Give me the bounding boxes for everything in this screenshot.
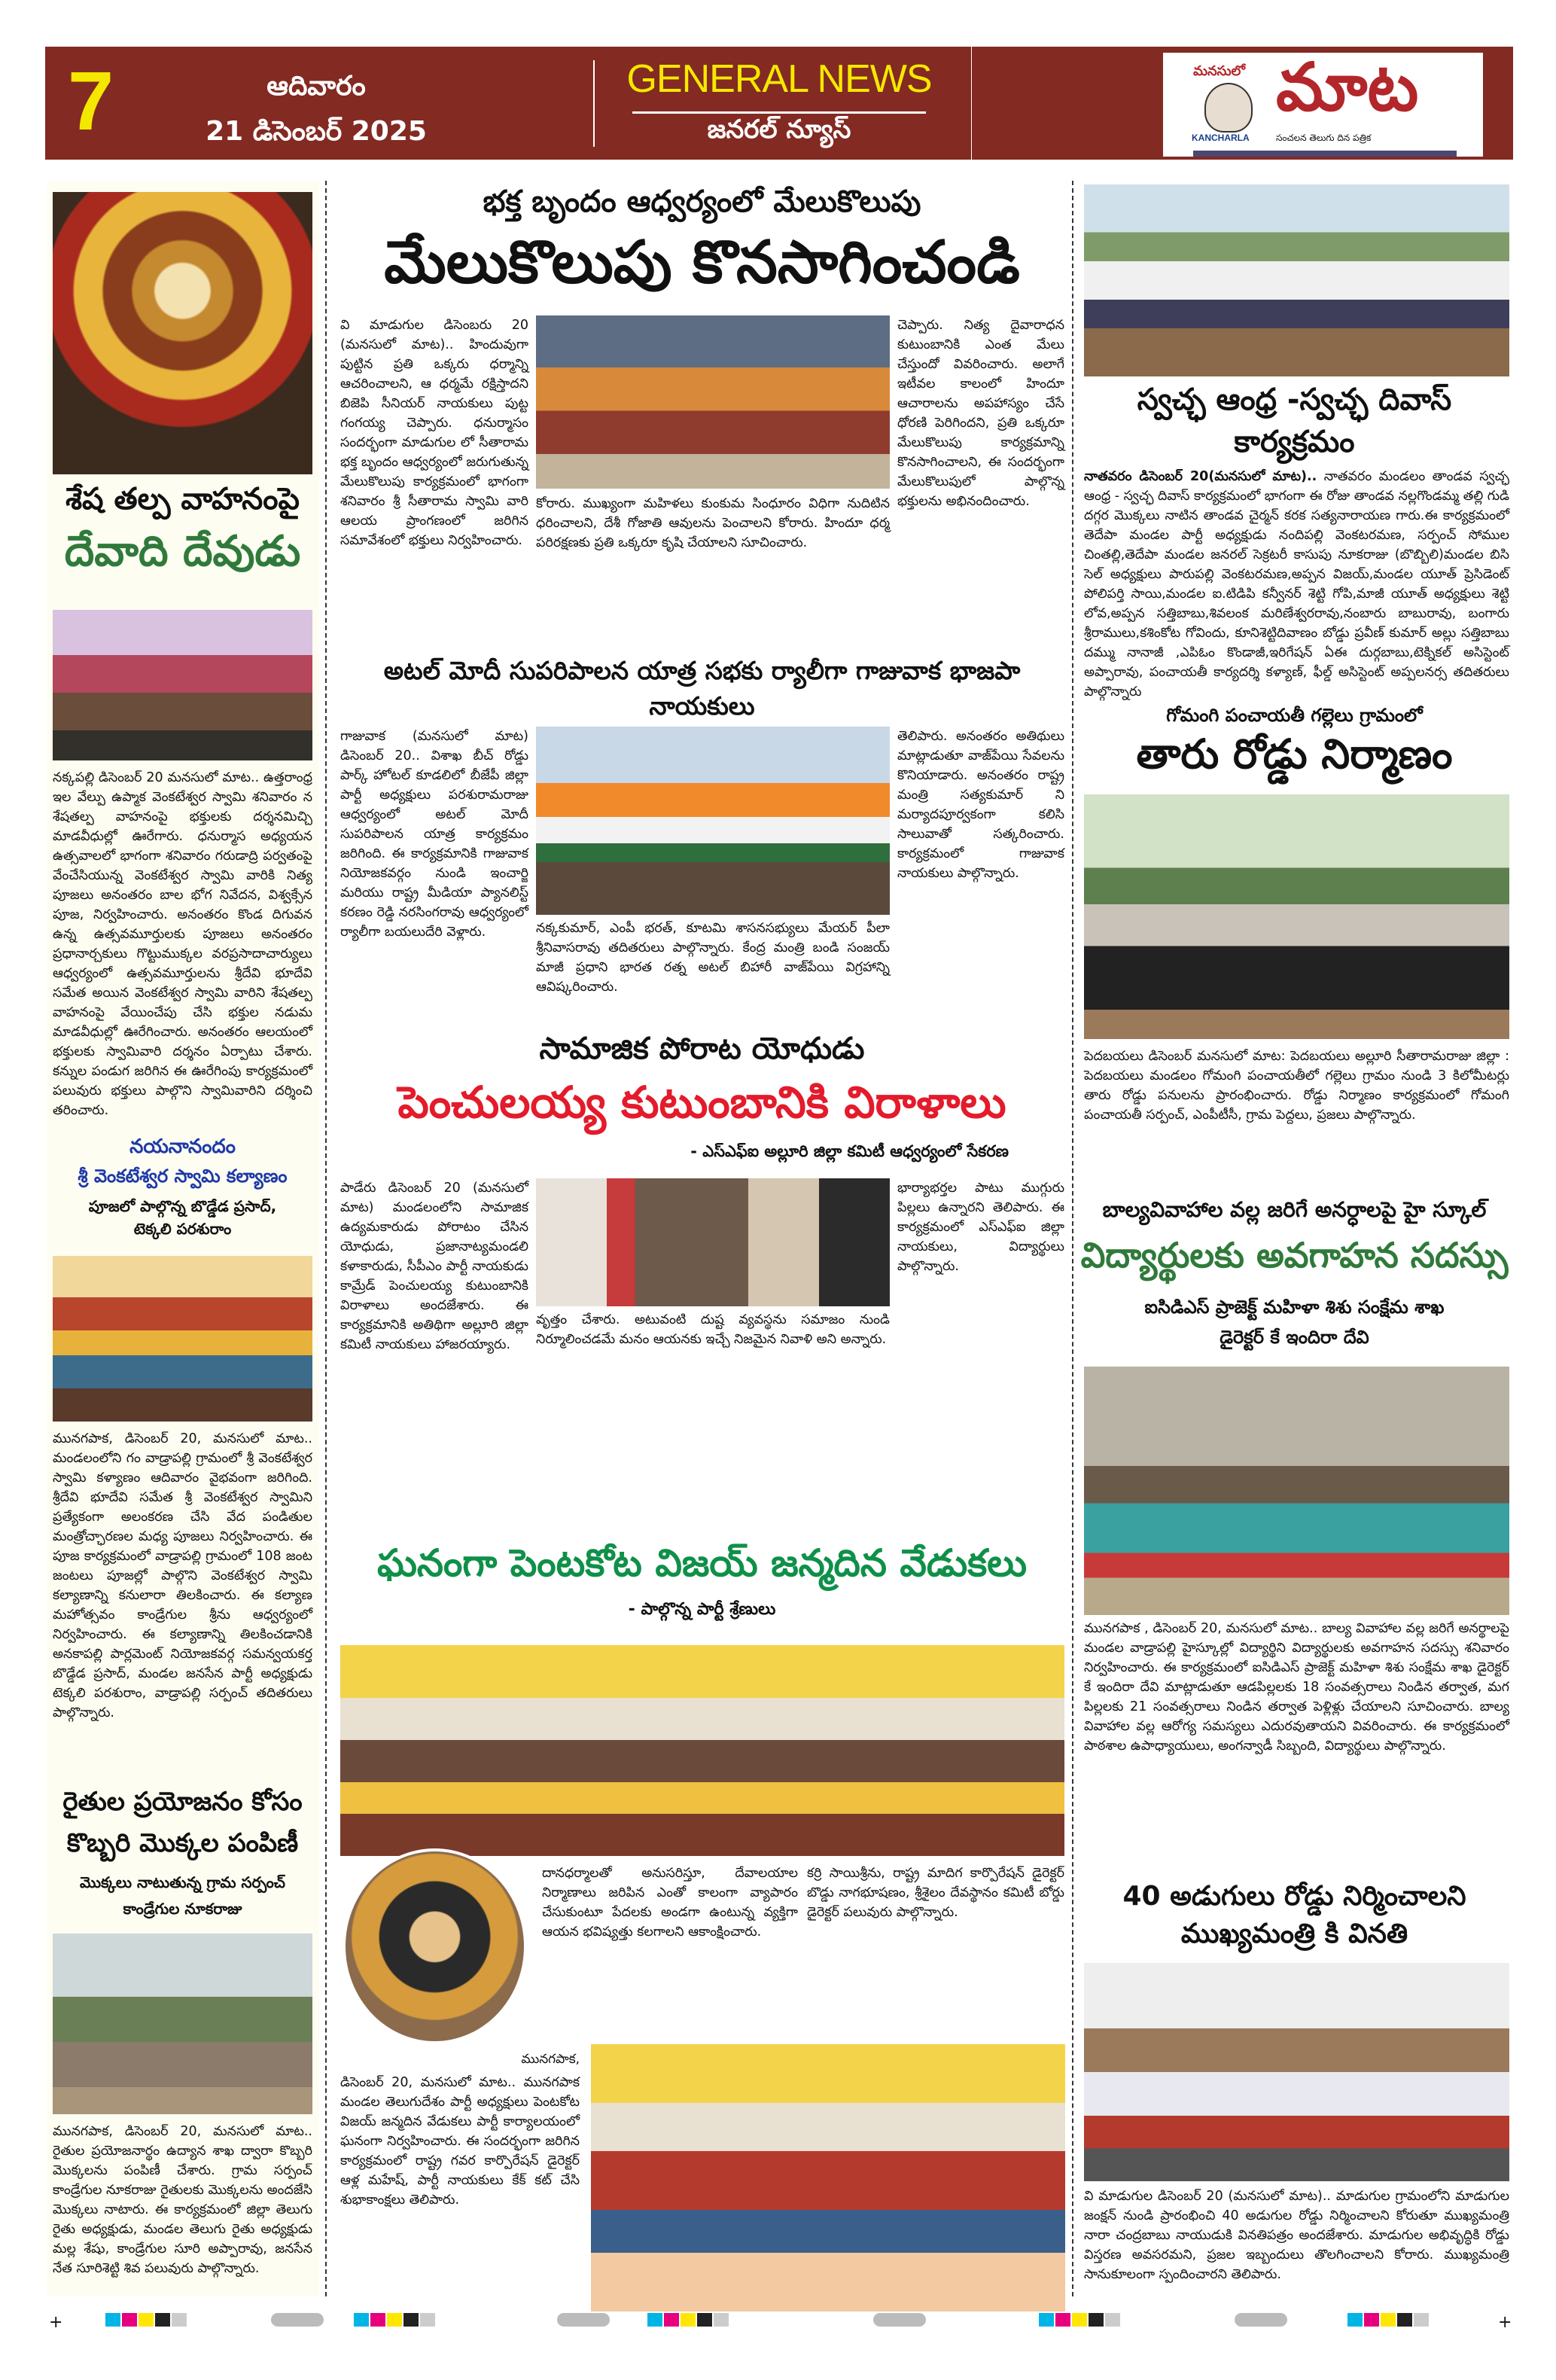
color-registration-bar — [1347, 2313, 1430, 2330]
swachh-photo — [1084, 184, 1509, 376]
article-text: నాతవరం మండలం తాండవ స్వచ్ఛ ఆంధ్ర - స్వచ్ఛ దివాస్ కార్యక్రమంలో భాగంగా ఈ రోజు తాండవ నల్లగొండమ్మ తల్లి గుడి దగ్గర మొక్కలు నాటిన తాండవ చైర్మన్ కరక సత్యనారాయణ గారు.ఈ కార్యక్రమంలో తెదేపా మండల పార్టీ అధ్యక్షుడు నందిపల్లి వెంకటరమణ, సర్పంచ్ సోముల చింతల్లి,తెదేపా మండల జనరల్ సెక్రటరీ కాసుపు నూకరాజు (బొబ్బిలి)మండల బిసి సెల్ అధ్యక్షులు పారుపల్లి వెంకటరమణ,అప్పన విజయ్,మండల యూత్ ప్రెసిడెంట్ పోలిపర్తి సాయి,మండల ఐ.టిడిపి కన్వీనర్ శెట్టి గోపి,మాజీ యూత్ అధ్యక్షులు శెట్టి లోవ,అప్పన సత్తిబాబు,శివలంక మరిణేశ్వరరావు,నంబారు బాబురావు, బంగారు శ్రీరాములు,కశింకోట గోవిందు, కూనిశెట్టిదివాణం బోడ్డు ప్రవీణ్ కుమార్ అల్లు సత్తిబాబు దమ్ము నానాజీ ,ఎపిఓం కొండాజీ,ఇరిగేషన్ ఏఈ దుర్గబాబు,టెక్నికల్ అసిస్టెంట్ అప్పారావు, పంచాయతీ కార్యదర్శి కళ్యాణ్, ఫీల్డ్ అసిస్టెంట్ అప్పలనర్స తదితరులు పాల్గొన్నారు — [1084, 469, 1510, 699]
headline: 40 అడుగులు రోడ్డు నిర్మించాలని — [1122, 1881, 1466, 1912]
headline: పెంచులయ్య కుటుంబానికి విరాళాలు — [397, 1077, 1006, 1128]
logo-bar — [1193, 151, 1457, 157]
page-number: 7 — [68, 55, 114, 148]
issue-date — [188, 64, 444, 154]
subheadline: టెక్కలి పరశురాం — [133, 1220, 232, 1238]
gray-bar — [873, 2313, 926, 2330]
logo-brand: KANCHARLA — [1192, 133, 1250, 143]
article-body: భార్యాభర్తల పాటు ముగ్గురు పిల్లలు ఉన్నారని తెలిపారు. ఈ కార్యక్రమంలో ఎస్ఎఫ్ఐ జిల్లా నాయకులు, విద్యార్థులు పాల్గొన్నారు. — [897, 1181, 1064, 1274]
divider — [632, 111, 926, 114]
headline: ఘనంగా పెంటకోట విజయ్ జన్మదిన వేడుకలు — [376, 1541, 1028, 1585]
center-column — [335, 184, 1069, 2315]
headline: దేవాది దేవుడు — [64, 527, 301, 576]
meeting-photo — [536, 315, 890, 489]
newspaper-logo — [1163, 48, 1483, 157]
headline-kicker: గోమంగి పంచాయతీ గల్లెలు గ్రామంలో — [1166, 705, 1423, 726]
photo-caption: మునగపాక, — [521, 2052, 580, 2067]
subheadline: ఐసిడిఎస్ ప్రాజెక్ట్ మహిళా శిశు సంక్షేమ శాఖ — [1144, 1297, 1445, 1318]
article-body — [1084, 467, 1509, 705]
subheadline: పూజలో పాల్గొన్న బొడ్డేడ ప్రసాద్, — [88, 1197, 277, 1215]
headline: స్వచ్ఛ ఆంధ్ర -స్వచ్ఛ దివాస్ కార్యక్రమం — [1137, 382, 1452, 459]
subheadline: కాండ్రేగుల నూకరాజు — [123, 1900, 242, 1918]
article-body: నక్కకుమార్, ఎంపీ భరత్, కూటమి శాసనసభ్యులు మేయర్ పీలా శ్రీనివాసరావు తదితరులు పాల్గొన్నారు. కేంద్ర మంత్రి బండి సంజయ్ మాజీ ప్రధాని భారత రత్న అటల్ బిహారీ వాజ్‌పేయి విగ్రహాన్ని ఆవిష్కరించారు. — [536, 921, 890, 995]
color-registration-bar — [105, 2313, 188, 2330]
cake-cutting-photo — [591, 2044, 1065, 2311]
gray-bar — [271, 2313, 324, 2330]
headline: శ్రీ వెంకటేశ్వర స్వామి కల్యాణం — [78, 1166, 288, 1187]
headline: రైతుల ప్రయోజనం కోసం — [62, 1787, 303, 1817]
road-photo — [1084, 794, 1509, 1039]
section-title-en: GENERAL NEWS — [626, 57, 932, 101]
subheadline: - పాల్గొన్న పార్టీ శ్రేణులు — [628, 1600, 776, 1619]
headline: కొబ్బరి మొక్కల పంపిణీ — [66, 1828, 299, 1858]
article-body: వి మాడుగుల డిసెంబర్ 20 (మనసులో మాట).. మాడుగుల గ్రామంలోని మాడుగుల జంక్షన్ నుండి ప్రారంభించి 40 అడుగుల రోడ్డు నిర్మించాలని కోరుతూ ముఖ్యమంత్రి నారా చంద్రబాబు నాయుడుకి వినతిపత్రం అందజేశారు. మాడుగుల అభివృద్ధికి రోడ్డు విస్తరణ అవసరమని, ప్రజల ఇబ్బందులు తొలగించాలని కోరారు. ముఖ్యమంత్రి సానుకూలంగా స్పందించారని తెలిపారు. — [1084, 2189, 1509, 2282]
article-body: గాజువాక (మనసులో మాట) డిసెంబర్ 20.. విశాఖ బీచ్ రోడ్డు పార్క్ హోటల్ కూడలిలో బీజేపీ జిల్లా పార్టీ అధ్యక్షులు పరశురామరాజు ఆధ్వర్యంలో అటల్ మోదీ సుపరిపాలన యాత్ర కార్యక్రమం జరిగింది. ఈ కార్యక్రమానికి గాజువాక నియోజకవర్గం నుండి ఇంచార్జి మరియు రాష్ట్ర మీడియా ప్యానలిస్ట్ కరణం రెడ్డి నరసింగరావు ఆధ్వర్యంలో ర్యాలీగా బయలుదేరి వెళ్లారు. — [340, 729, 528, 940]
article-body: దానధర్మాలతో అనుసరిస్తూ, దేవాలయాల నిర్మాణాలు జరిపిన ఎంతో కాలంగా వ్యాపారం చేసుకుంటూ పేదలకు అండగా ఉంటున్న వ్యక్తిగా ఆయన భవిష్యత్తు కలగాలని ఆకాంక్షించారు. — [542, 1866, 798, 1940]
deity-photo — [53, 192, 312, 474]
headline-kicker: సామాజిక పోరాట యోధుడు — [539, 1032, 865, 1066]
lead-article — [335, 315, 1069, 656]
gray-bar — [1235, 2313, 1287, 2330]
portrait-circle-photo — [343, 1848, 527, 2044]
kalyanam-photo — [53, 1256, 312, 1422]
right-column — [1078, 184, 1511, 2284]
vijay-article — [335, 1645, 1069, 2315]
logo-small-text: మనసులో — [1193, 63, 1246, 79]
article-body: నక్కపల్లి డిసెంబర్ 20 మనసులో మాట.. ఉత్తరాంధ్ర ఇల వేల్పు ఉప్మాక వెంకటేశ్వర స్వామి శనివారం న శేషతల్ప వాహనంపై భక్తులకు దర్శనమిచ్చి మాడవీధుల్లో ఊరేగారు. ధనుర్మాస అధ్యయన ఉత్సవాలలో భాగంగా శనివారం గరుడాద్రి పర్వతంపై వేంచేసియున్న వెంకటేశ్వర స్వామి వారికి నిత్య పూజలు అనంతరం బాల భోగ నివేదన, విశ్వక్సేన పూజ, నిర్వహించారు. అనంతరం కొండ దిగువన ఉన్న ఉత్సవమూర్తులకు పూజలు అనంతరం ప్రధానార్చకులు గొట్టుముక్కల వరప్రసాదాచార్యులు ఆధ్వర్యంలో ఉత్సవమూర్తులను శ్రీదేవి భూదేవి సమేత అయిన వెంకటేశ్వర స్వామి వారిని శేషతల్ప వాహనంపై వేయించేపు చేసి భక్తుల నడుమ మాడవీధుల్లో ఊరేగించారు. అనంతరం ఆలయంలో భక్తులకు స్వామివారి దర్శనం ఏర్పాటు చేశారు. కన్నుల పండుగ జరిగిన ఈ ఊరేగింపు కార్యక్రమంలో పలువురు భక్తులు పాల్గొని స్వామివారిని దర్శించి తరించారు. — [53, 770, 312, 1118]
crop-mark: + — [49, 2313, 63, 2332]
headline-kicker: బాల్యవివాహాల వల్ల జరిగే అనర్ధాలపై హై స్కూల్ — [1102, 1197, 1487, 1222]
article-body: పెదబయలు డిసెంబర్ మనసులో మాట: పెదబయలు అల్లూరి సీతారామరాజు జిల్లా : పెదబయలు మండలం గోమంగి పంచాయతీలో గల్లెలు గ్రామం నుండి 3 కిలోమీటర్లు తారు రోడ్డు పనులను ప్రారంభించారు. రోడ్డు నిర్మాణం కార్యక్రమంలో గోమంగి పంచాయతీ సర్పంచ్, ఎంపీటీసీ, గ్రామ పెద్దలు, ప్రజలు పాల్గొన్నారు. — [1084, 1049, 1509, 1123]
headline: ముఖ్యమంత్రి కి వినతి — [1180, 1918, 1408, 1949]
rally-photo — [536, 727, 890, 915]
article-body: మునగపాక, డిసెంబర్ 20, మనసులో మాట.. మండలంలోని గం వాడ్రాపల్లి గ్రామంలో శ్రీ వెంకటేశ్వర స్వామి కళ్యాణం ఆదివారం వైభవంగా జరిగింది. శ్రీదేవి భూదేవి సమేత శ్రీ వెంకటేశ్వర స్వామిని ప్రత్యేకంగా అలంకరణ చేసి వేద పండితుల మంత్రోచ్ఛారణల మధ్య పూజలు నిర్వహించారు. ఈ పూజ కార్యక్రమంలో వాడ్రాపల్లి గ్రామంలో 108 జంట జంటలు పూజల్లో పాల్గొని వెంకటేశ్వర స్వామి కల్యాణాన్ని కనులారా తిలకించారు. ఈ కల్యాణ మహోత్సవం కాండ్రేగుల శ్రీను ఆధ్వర్యంలో నిర్వహించారు. ఈ కల్యాణాన్ని తిలకించడానికి అనకాపల్లి పార్లమెంట్ నియోజకవర్గ సమన్వయకర్త బొడ్డేడ ప్రసాద్, మండల జనసేన పార్టీ అధ్యక్షుడు టెక్కలి పరశురాం, వాడ్రాపల్లి సర్పంచ్ తదితరులు పాల్గొన్నారు. — [53, 1431, 312, 1720]
article-body: మునగపాక , డిసెంబర్ 20, మనసులో మాట.. బాల్య వివాహాల వల్ల జరిగే అనర్థాలపై మండల వాడ్రాపల్లి హైస్కూల్లో విద్యార్థిని విద్యార్థులకు అవగాహన సదస్సు శనివారం నిర్వహించారు. ఈ కార్యక్రమంలో ఐసిడిఎస్ ప్రాజెక్ట్ మహిళా శిశు సంక్షేమ శాఖ డైరెక్టర్ కే ఇందిరా దేవి మాట్లాడుతూ ఆడపిల్లలకు 18 సంవత్సరాలు నిండిన తర్వాత, మగ పిల్లలకు 21 సంవత్సరాలు నిండిన తర్వాత పెళ్లిళ్లు చేయాలని సూచించారు. బాల్య వివాహాల వల్ల ఆరోగ్య సమస్యలు ఎదురవుతాయని వివరించారు. ఈ కార్యక్రమంలో పాఠశాల ఉపాధ్యాయులు, అంగన్వాడీ సిబ్బంది, విద్యార్థులు పాల్గొన్నారు. — [1084, 1621, 1509, 1754]
divider — [593, 60, 595, 147]
divider — [971, 47, 972, 160]
column-divider — [325, 181, 327, 2296]
lead-middle — [536, 315, 890, 553]
weekday: ఆదివారం — [266, 71, 366, 102]
headline-kicker: భక్త బృందం ఆధ్వర్యంలో మేలుకొలుపు — [483, 184, 921, 219]
left-column — [49, 192, 316, 2278]
logo-main-text: మాట — [1276, 48, 1419, 126]
planting-photo — [53, 1934, 312, 2114]
article-body: వృత్తం చేశారు. అటువంటి దుష్ట వ్యవస్థను సమాజం నుండి నిర్మూలించడమే మనం ఆయనకు ఇచ్చే నిజమైన నివాళి అని అన్నారు. — [536, 1312, 890, 1347]
article-body: వి మాడుగుల డిసెంబరు 20 (మనసులో మాట).. హిందువుగా పుట్టిన ప్రతి ఒక్కరు ధర్మాన్ని ఆచరించాలని, ఆ ధర్మమే రక్షిస్తాదని బిజెపి సీనియర్ నాయకులు పుట్ట గంగయ్య చెప్పారు. ధనుర్మాసం సందర్భంగా మాడుగుల లో సీతారామ భక్త బృందం ఆధ్వర్యంలో జరుగుతున్న మేలుకొలుపు కార్యక్రమంలో భాగంగా శనివారం శ్రీ సీతారామ స్వామి వారి ఆలయ ప్రాంగణంలో జరిగిన సమావేశంలో భక్తులు నిర్వహించారు. — [340, 318, 528, 548]
birthday-photo — [340, 1645, 1064, 1856]
headline: తారు రోడ్డు నిర్మాణం — [1136, 730, 1453, 778]
dateline: నాతవరం డిసెంబర్ 20(మనసులో మాట).. — [1084, 469, 1317, 484]
kicker: నయనానందం — [129, 1135, 236, 1158]
color-registration-bar — [647, 2313, 730, 2330]
portrait-icon — [1204, 83, 1253, 133]
gray-bar — [557, 2313, 610, 2330]
atal-article — [335, 727, 1069, 1032]
article-body: తెలిపారు. అనంతరం అతిథులు మాట్లాడుతూ వాజ్‌పేయి సేవలను కొనియాడారు. అనంతరం రాష్ట్ర మంత్రి సత్యకుమార్ ని మర్యాదపూర్వకంగా కలిసి సాలువాతో సత్కరించారు. కార్యక్రమంలో గాజువాక నాయకులు పాల్గొన్నారు. — [897, 729, 1064, 881]
atal-middle — [536, 727, 890, 997]
color-registration-bar — [1039, 2313, 1122, 2330]
pinchulayya-article — [335, 1178, 1069, 1541]
headline: అటల్ మోదీ సుపరిపాలన యాత్ర సభకు ర్యాలీగా గాజువాక భాజపా నాయకులు — [383, 656, 1021, 721]
logo-tagline: సంచలన తెలుగు దిన పత్రిక — [1276, 133, 1372, 143]
subheadline: మొక్కలు నాటుతున్న గ్రామ సర్పంచ్ — [80, 1873, 285, 1891]
article-body: డిసెంబర్ 20, మనసులో మాట.. మునగపాక మండల తెలుగుదేశం పార్టీ అధ్యక్షులు పెంటకోట విజయ్ జన్మదిన వేడుకలు పార్టీ కార్యాలయంలో ఘనంగా నిర్వహించారు. ఈ సందర్భంగా జరిగిన కార్యక్రమంలో రాష్ట్ర గవర కార్పొరేషన్ డైరెక్టర్ ఆళ్ల మహేష్, పార్టీ నాయకులు కేక్ కట్ చేసి శుభాకాంక్షలు తెలిపారు. — [340, 2075, 580, 2208]
article-body: మునగపాక, డిసెంబర్ 20, మనసులో మాట.. రైతుల ప్రయోజనార్థం ఉద్యాన శాఖ ద్వారా కొబ్బరి మొక్కలను పంపిణీ చేశారు. గ్రామ సర్పంచ్ కాండ్రేగుల నూకరాజు రైతులకు మొక్కలను అందజేసి మొక్కలు నాటారు. ఈ కార్యక్రమంలో జిల్లా తెలుగు రైతు అధ్యక్షుడు, మండల తెలుగు రైతు అధ్యక్షుడు మల్ల శేషు, కాండ్రేగుల సూరి అప్పారావు, జనసేన నేత సూరిశెట్టి శివ పలువురు పాల్గొన్నారు. — [53, 2124, 312, 2276]
subheadline: - ఎస్ఎఫ్ఐ అల్లూరి జిల్లా కమిటీ ఆధ్వర్యంలో సేకరణ — [690, 1142, 1009, 1160]
article-body: చెప్పారు. నిత్య దైవారాధన కుటుంబానికి ఎంత మేలు చేస్తుందో వివరించారు. అలాగే ఇటీవల కాలంలో హిందూ ఆచారాలను అపహాస్యం చేసే ధోరణి పెరిగిందని, ప్రతి ఒక్కరూ మేలుకొలుపు కార్యక్రమాన్ని కొనసాగించాలని, ఈ సందర్భంగా మేలుకొలుపులో పాల్గొన్న భక్తులను అభినందించారు. — [897, 318, 1064, 509]
lead-headline: మేలుకొలుపు కొనసాగించండి — [384, 229, 1020, 297]
section-title-te: జనరల్ న్యూస్ — [707, 114, 851, 145]
date: 21 డిసెంబర్ 2025 — [206, 116, 427, 147]
subheadline: డైరెక్టర్ కే ఇందిరా దేవి — [1220, 1327, 1369, 1348]
donation-photo — [536, 1178, 890, 1306]
headline: విద్యార్థులకు అవగాహన సదస్సు — [1080, 1235, 1509, 1275]
article-body: పాడేరు డిసెంబర్ 20 (మనసులో మాట) మండలంలోని సామాజిక ఉద్యమకారుడు పోరాటం చేసిన యోధుడు, ప్రజానాట్యమండలి కళాకారుడు, సీపీఎం పార్టీ నాయకుడు కామ్రేడ్ పెంచులయ్య కుటుంబానికి విరాళాలు అందజేశారు. ఈ కార్యక్రమానికి అతిథిగా అల్లూరి జిల్లా కమిటీ నాయకులు హాజరయ్యారు. — [340, 1181, 528, 1352]
pinchulayya-middle — [536, 1178, 890, 1349]
column-divider — [1072, 181, 1073, 2296]
crop-mark: + — [1498, 2313, 1512, 2332]
headline-kicker: శేష తల్ప వాహనంపై — [65, 482, 300, 517]
article-body: కోరారు. ముఖ్యంగా మహిళలు కుంకుమ సింధూరం విధిగా నుదిటిన ధరించాలని, దేశీ గోజాతి ఆవులను పెంచాలని కోరారు. హిందూ ధర్మ పరిరక్షణకు ప్రతి ఒక్కరూ కృషి చేయాలని సూచించారు. — [536, 496, 890, 550]
cm-petition-photo — [1084, 1963, 1509, 2181]
color-registration-bar — [354, 2313, 437, 2330]
school-photo — [1084, 1367, 1509, 1615]
procession-photo — [53, 610, 312, 760]
article-body: కర్రి సాయిశ్రీను, రాష్ట్ర మాదిగ కార్పొరేషన్ డైరెక్టర్ బొడ్డు నాగభూషణం, శ్రీశైలం దేవస్థానం కమిటీ బోర్డు డైరెక్టర్ పలువురు పాల్గొన్నారు. — [807, 1866, 1064, 1920]
